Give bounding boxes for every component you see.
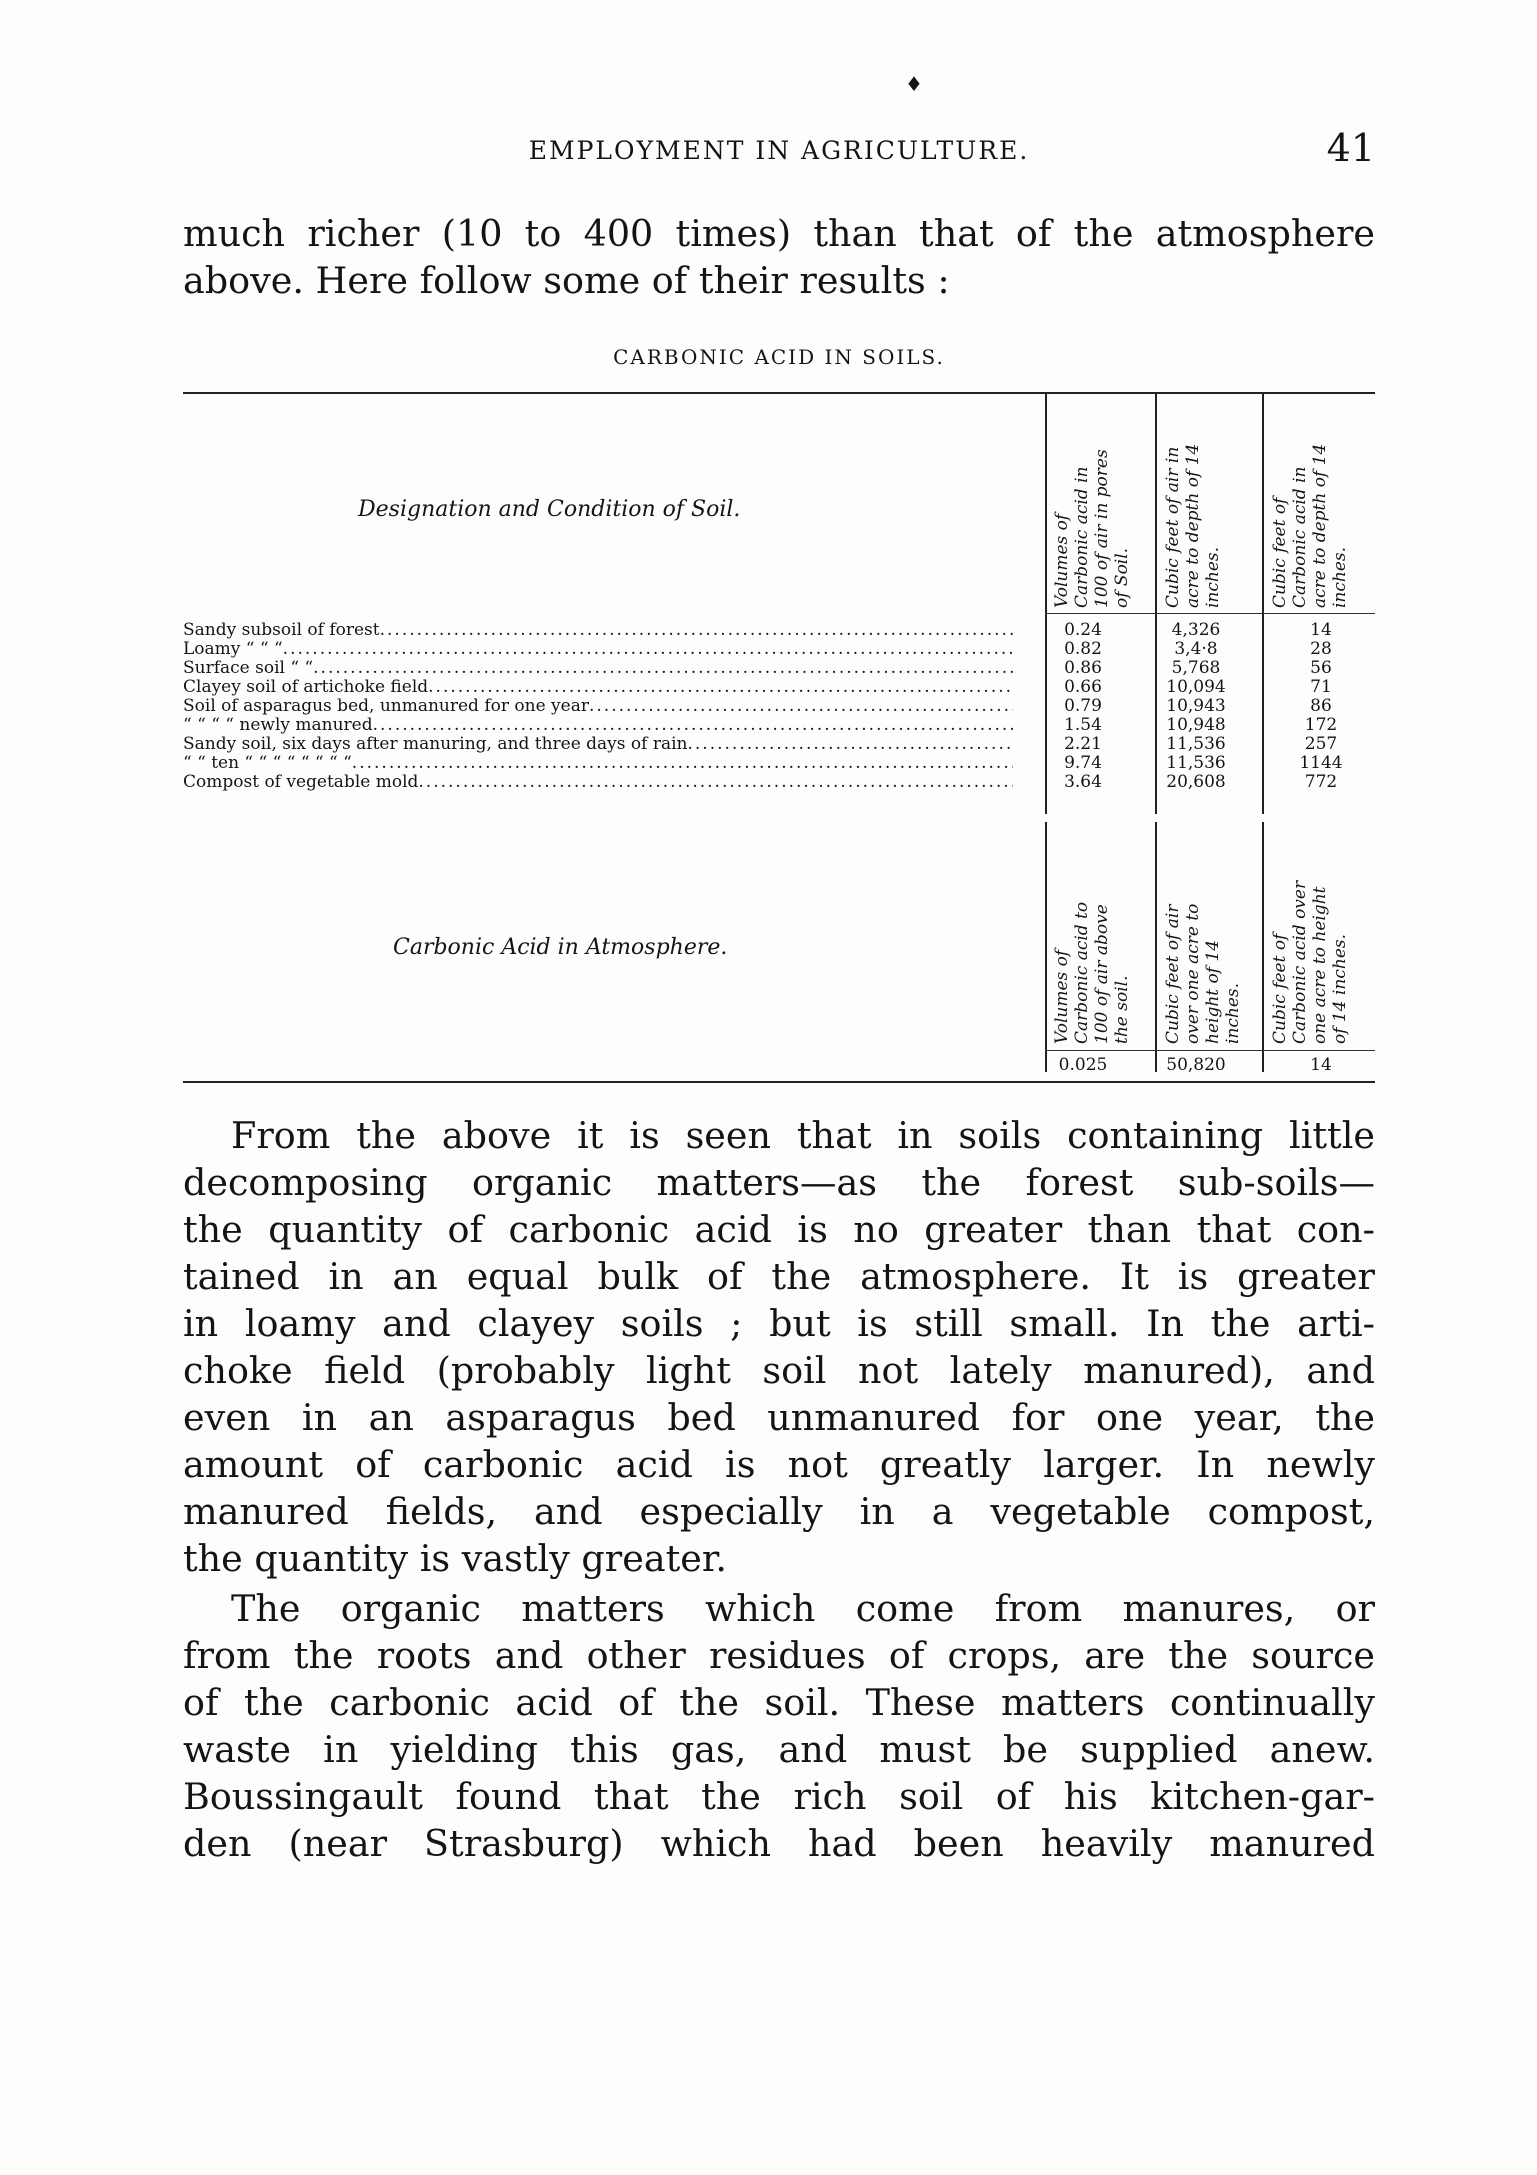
table-caption: CARBONIC ACID IN SOILS. [613,345,945,369]
ornament-mark: ♦ [905,72,923,96]
cell-volumes: 0.86 [1064,658,1102,678]
text-line: decomposing organic matters—as the forest sub-soils— [183,1161,1375,1204]
row-label: Compost of vegetable mold ..... [183,773,1013,792]
table-row [183,659,1375,678]
cell-volumes: 2.21 [1064,734,1102,754]
cell-cubic-air: 20,608 [1166,772,1226,792]
cell-cubic-acid: 14 [1310,620,1332,640]
cell-cubic-air: 50,820 [1166,1055,1226,1075]
col-header-cubic-feet-air: Cubic feet of air in acre to depth of 14 inches. [1163,443,1223,608]
text-line: choke field (probably light soil not lately manured), and [183,1349,1375,1392]
table-row [183,678,1375,697]
col-header-volumes: Volumes of Carbonic acid in 100 of air in pores of Soil. [1052,449,1132,608]
cell-cubic-acid: 14 [1310,1055,1332,1075]
text-line: From the above it is seen that in soils containing little [231,1114,1375,1157]
text-line: Boussingault found that the rich soil of his kitchen-gar- [183,1775,1375,1818]
page-number: 41 [1326,126,1375,170]
row-label: Loamy “ “ “ ..... [183,640,1013,659]
text-line: den (near Strasburg) which had been heavily manured [183,1822,1375,1865]
cell-cubic-acid: 71 [1310,677,1332,697]
table-row [183,754,1375,773]
cell-volumes: 0.025 [1058,1055,1108,1075]
cell-volumes: 3.64 [1064,772,1102,792]
cell-cubic-air: 4,326 [1171,620,1221,640]
cell-cubic-air: 5,768 [1171,658,1221,678]
cell-volumes: 0.66 [1064,677,1102,697]
cell-cubic-air: 11,536 [1166,734,1226,754]
atmosphere-section-label: Carbonic Acid in Atmosphere. [393,935,728,960]
text-line: much richer (10 to 400 times) than that of the atmosphere [183,212,1375,255]
row-label: Clayey soil of artichoke field ..... [183,678,1013,697]
cell-cubic-acid: 56 [1310,658,1332,678]
cell-cubic-acid: 1144 [1299,753,1343,773]
cell-cubic-acid: 28 [1310,639,1332,659]
header-rule [1045,1050,1375,1051]
column-divider [1262,822,1264,1072]
cell-cubic-acid: 257 [1304,734,1338,754]
text-line: waste in yielding this gas, and must be supplied anew. [183,1728,1375,1771]
table-row [183,773,1375,792]
row-label: Sandy soil, six days after manuring, and three days of rain ..... [183,735,1013,754]
table-row [183,697,1375,716]
table-row [183,640,1375,659]
cell-cubic-air: 10,948 [1166,715,1226,735]
text-line: even in an asparagus bed unmanured for one year, the [183,1396,1375,1439]
cell-cubic-air: 11,536 [1166,753,1226,773]
table-row [183,735,1375,754]
cell-cubic-acid: 172 [1304,715,1338,735]
col-header-cubic-feet-air-atmos: Cubic feet of air over one acre to height of 14 inches. [1163,903,1243,1044]
cell-cubic-acid: 772 [1304,772,1338,792]
cell-cubic-acid: 86 [1310,696,1332,716]
intro-paragraph [183,210,1375,304]
table-row [183,621,1375,640]
column-divider [1045,822,1047,1072]
soil-section-label: Designation and Condition of Soil. [358,497,741,522]
row-label: “ “ “ “ newly manured ..... [183,716,1013,735]
text-line: amount of carbonic acid is not greatly larger. In newly [183,1443,1375,1486]
row-label: “ “ ten “ “ “ “ “ “ “ “ ..... [183,754,1013,773]
header-rule [1045,613,1375,614]
table-row [183,716,1375,735]
col-header-cubic-feet-acid-atmos: Cubic feet of Carbonic acid over one acre to height of 14 inches. [1270,880,1350,1044]
text-line: The organic matters which come from manures, or [231,1587,1375,1630]
cell-cubic-air: 10,943 [1166,696,1226,716]
text-line: in loamy and clayey soils ; but is still small. In the arti- [183,1302,1375,1345]
table-bottom-rule [183,1081,1375,1083]
text-line: tained in an equal bulk of the atmosphere. It is greater [183,1255,1375,1298]
text-line: the quantity is vastly greater. [183,1537,727,1580]
text-line: above. Here follow some of their results : [183,259,950,302]
column-divider [1155,822,1157,1072]
cell-cubic-air: 10,094 [1166,677,1226,697]
text-line: the quantity of carbonic acid is no greater than that con- [183,1208,1375,1251]
row-label: Soil of asparagus bed, unmanured for one year ..... [183,697,1013,716]
text-line: of the carbonic acid of the soil. These matters continually [183,1681,1375,1724]
cell-volumes: 0.24 [1064,620,1102,640]
cell-volumes: 1.54 [1064,715,1102,735]
cell-volumes: 0.82 [1064,639,1102,659]
cell-cubic-air: 3,4·8 [1174,639,1218,659]
text-line: from the roots and other residues of crops, are the source [183,1634,1375,1677]
row-label: Surface soil “ “ ..... [183,659,1013,678]
body-paragraph-2 [183,1585,1375,1867]
cell-volumes: 9.74 [1064,753,1102,773]
body-paragraph-1 [183,1112,1375,1582]
text-line: manured fields, and especially in a vegetable compost, [183,1490,1375,1533]
row-label: Sandy subsoil of forest ..... [183,621,1013,640]
atmosphere-row [183,1056,1375,1075]
running-head [183,126,1375,170]
col-header-cubic-feet-acid: Cubic feet of Carbonic acid in acre to depth of 14 inches. [1270,443,1350,608]
table-top-rule [183,392,1375,394]
cell-volumes: 0.79 [1064,696,1102,716]
col-header-volumes-atmos: Volumes of Carbonic acid to 100 of air above the soil. [1052,901,1132,1044]
running-head-title: EMPLOYMENT IN AGRICULTURE. [528,136,1030,165]
